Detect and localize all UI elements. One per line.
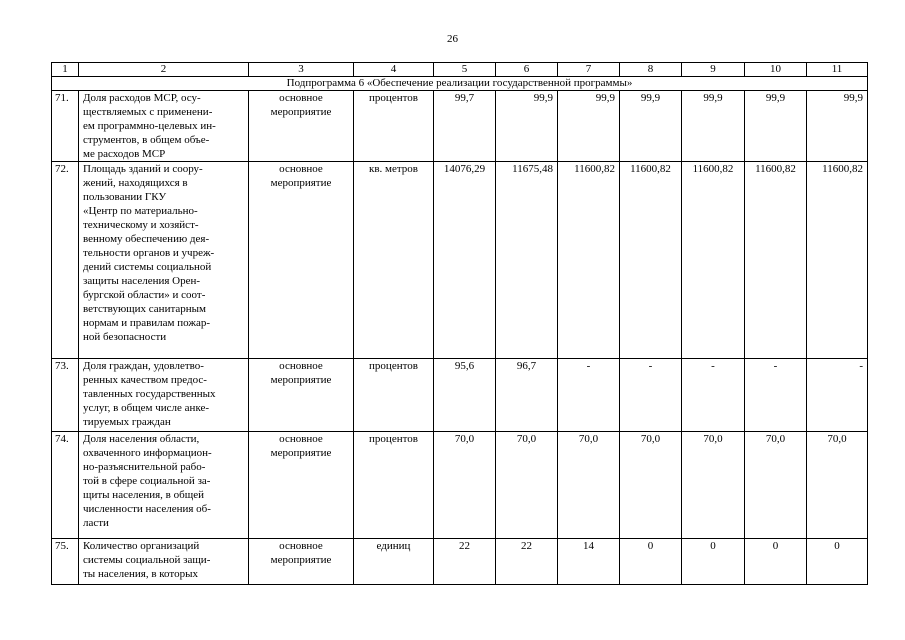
column-header: 9 xyxy=(682,63,745,77)
value-cell: - xyxy=(807,359,868,432)
value-cell: 0 xyxy=(682,539,745,585)
table-row xyxy=(52,162,868,359)
column-header: 4 xyxy=(354,63,434,77)
indicator-type: основное мероприятие xyxy=(249,359,354,432)
page-number: 26 xyxy=(447,33,458,45)
value-cell: 70,0 xyxy=(807,432,868,539)
value-cell: 0 xyxy=(620,539,682,585)
value-cell: 11675,48 xyxy=(496,162,558,359)
value-cell: 99,9 xyxy=(745,91,807,162)
row-number: 71. xyxy=(52,91,79,162)
value-cell: 11600,82 xyxy=(682,162,745,359)
table-row xyxy=(52,359,868,432)
value-cell: 22 xyxy=(434,539,496,585)
value-cell: 99,9 xyxy=(496,91,558,162)
value-cell: 11600,82 xyxy=(620,162,682,359)
value-cell: 99,9 xyxy=(558,91,620,162)
column-header: 10 xyxy=(745,63,807,77)
column-header: 7 xyxy=(558,63,620,77)
value-cell: 70,0 xyxy=(682,432,745,539)
value-cell: 0 xyxy=(807,539,868,585)
column-header: 5 xyxy=(434,63,496,77)
column-header: 2 xyxy=(79,63,249,77)
column-header: 6 xyxy=(496,63,558,77)
row-number: 72. xyxy=(52,162,79,359)
value-cell: 99,9 xyxy=(620,91,682,162)
value-cell: 11600,82 xyxy=(558,162,620,359)
unit-of-measure: процентов xyxy=(354,432,434,539)
unit-of-measure: единиц xyxy=(354,539,434,585)
indicators-table xyxy=(51,62,868,585)
value-cell: 99,7 xyxy=(434,91,496,162)
value-cell: - xyxy=(682,359,745,432)
indicator-name: Доля граждан, удовлетво- ренных качеством предос- тавленных государственных услуг, в общем числе анке- тируемых граждан xyxy=(79,359,249,432)
indicator-name: Доля расходов МСР, осу- ществляемых с применени- ем программно-целевых ин- струментов, в общем объе- ме расходов МСР xyxy=(79,91,249,162)
value-cell: 70,0 xyxy=(434,432,496,539)
indicator-name: Площадь зданий и соору- жений, находящихся в пользовании ГКУ «Центр по материально- техническому и хозяйст- венному обеспечению дея- тельности органов и учреж- дений системы социальной защиты населения Орен- бургской области» и соот- ветствующих санитарным нормам и правилам пожар- ной безопасности xyxy=(79,162,249,359)
unit-of-measure: процентов xyxy=(354,359,434,432)
unit-of-measure: кв. метров xyxy=(354,162,434,359)
value-cell: 95,6 xyxy=(434,359,496,432)
value-cell: 70,0 xyxy=(558,432,620,539)
row-number: 74. xyxy=(52,432,79,539)
table-row xyxy=(52,432,868,539)
subprogram-title: Подпрограмма 6 «Обеспечение реализации государственной программы» xyxy=(52,77,868,91)
value-cell: - xyxy=(620,359,682,432)
value-cell: 11600,82 xyxy=(807,162,868,359)
table-row xyxy=(52,91,868,162)
value-cell: 70,0 xyxy=(745,432,807,539)
row-number: 75. xyxy=(52,539,79,585)
value-cell: 96,7 xyxy=(496,359,558,432)
row-number: 73. xyxy=(52,359,79,432)
value-cell: 22 xyxy=(496,539,558,585)
value-cell: 14076,29 xyxy=(434,162,496,359)
column-header: 1 xyxy=(52,63,79,77)
value-cell: 99,9 xyxy=(807,91,868,162)
value-cell: 70,0 xyxy=(620,432,682,539)
indicator-name: Количество организаций системы социальной защи- ты населения, в которых xyxy=(79,539,249,585)
indicator-name: Доля населения области, охваченного информацион- но-разъяснительной рабо- той в сфере социальной за- щиты населения, в общей численности населения об- ласти xyxy=(79,432,249,539)
value-cell: 0 xyxy=(745,539,807,585)
indicator-type: основное мероприятие xyxy=(249,539,354,585)
subprogram-row xyxy=(52,77,868,91)
indicator-type: основное мероприятие xyxy=(249,432,354,539)
unit-of-measure: процентов xyxy=(354,91,434,162)
column-header: 11 xyxy=(807,63,868,77)
value-cell: 70,0 xyxy=(496,432,558,539)
value-cell: - xyxy=(745,359,807,432)
value-cell: - xyxy=(558,359,620,432)
indicator-type: основное мероприятие xyxy=(249,162,354,359)
indicator-type: основное мероприятие xyxy=(249,91,354,162)
column-header: 8 xyxy=(620,63,682,77)
value-cell: 14 xyxy=(558,539,620,585)
value-cell: 99,9 xyxy=(682,91,745,162)
value-cell: 11600,82 xyxy=(745,162,807,359)
column-header: 3 xyxy=(249,63,354,77)
table-row xyxy=(52,539,868,585)
column-number-row xyxy=(52,63,868,77)
